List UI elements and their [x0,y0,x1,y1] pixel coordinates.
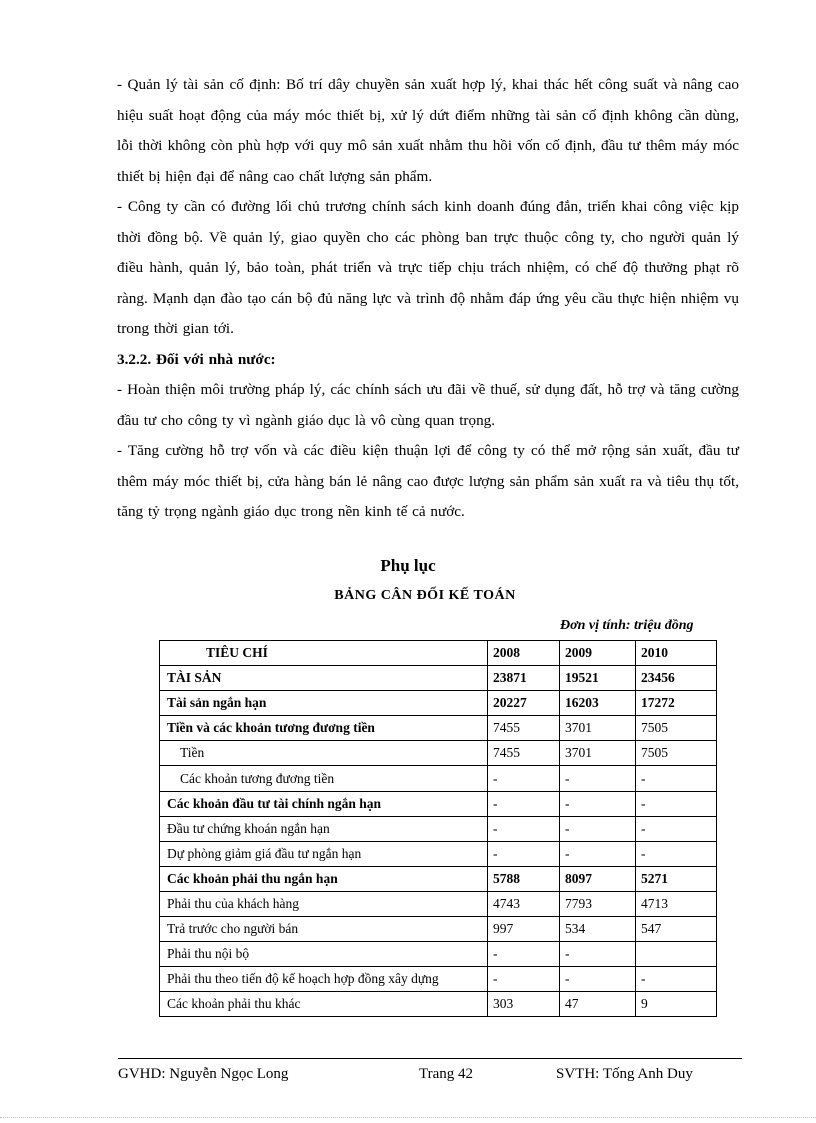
paragraph-company-policy: - Công ty cần có đường lối chủ trương chính sách kinh doanh đúng đắn, triển khai công việc kịp thời đồng bộ. Về quản lý, giao quyền cho các phòng ban trực thuộc công ty, cho người quản lý điều hành, quản lý, bảo toàn, phát triển và trực tiếp chịu trách nhiệm, có chế độ thưởng phạt rõ ràng. Mạnh dạn đào tạo cán bộ đủ năng lực và trình độ nhằm đáp ứng yêu cầu thực hiện nhiệm vụ trong thời gian tới. [117,198,739,337]
header-year-2009: 2009 [560,641,636,666]
table-row [160,841,717,866]
table-header-row [160,641,717,666]
row-label: Tài sản ngắn hạn [160,691,488,716]
table-row [160,766,717,791]
row-label: TÀI SẢN [160,666,488,691]
table-title: BẢNG CÂN ĐỐI KẾ TOÁN [334,588,516,603]
row-value: - [636,841,717,866]
row-value: 303 [488,992,560,1017]
row-value: 5271 [636,866,717,891]
body-text [117,70,739,528]
row-value: 23456 [636,666,717,691]
row-value: - [636,766,717,791]
unit-note: Đơn vị tính: triệu đồng [560,618,694,633]
row-label: Các khoản đầu tư tài chính ngắn hạn [160,791,488,816]
row-value: - [636,967,717,992]
row-value: 17272 [636,691,717,716]
table-row [160,942,717,967]
row-value: 7793 [560,891,636,916]
page-edge [0,1117,816,1118]
table-row [160,716,717,741]
header-year-2008: 2008 [488,641,560,666]
appendix-title: Phụ lục [380,556,436,575]
row-label: Phải thu của khách hàng [160,891,488,916]
row-label: Các khoản tương đương tiền [160,766,488,791]
row-value: 3701 [560,741,636,766]
table-row [160,791,717,816]
row-value: 4743 [488,891,560,916]
table-row [160,666,717,691]
row-label: Phải thu theo tiến độ kế hoạch hợp đồng xây dựng [160,967,488,992]
row-value: - [560,766,636,791]
table-row [160,741,717,766]
row-value: - [488,766,560,791]
row-value: 7455 [488,716,560,741]
row-value: 9 [636,992,717,1017]
table-row [160,816,717,841]
row-value: 7505 [636,741,717,766]
row-label: Tiền [160,741,488,766]
table-row [160,691,717,716]
row-value: 8097 [560,866,636,891]
row-label: Dự phòng giảm giá đầu tư ngắn hạn [160,841,488,866]
row-value: 20227 [488,691,560,716]
row-value: 7505 [636,716,717,741]
row-value: - [560,816,636,841]
balance-sheet-table [159,640,717,1017]
row-value: 3701 [560,716,636,741]
row-value: - [488,791,560,816]
footer-page-number: Trang 42 [419,1066,474,1082]
row-value: - [488,841,560,866]
row-value: 47 [560,992,636,1017]
row-value [636,942,717,967]
row-label: Trả trước cho người bán [160,917,488,942]
row-label: Đầu tư chứng khoán ngắn hạn [160,816,488,841]
row-label: Tiền và các khoản tương đương tiền [160,716,488,741]
row-value: - [488,942,560,967]
row-value: 534 [560,917,636,942]
table-row [160,917,717,942]
row-value: 23871 [488,666,560,691]
row-value: - [488,967,560,992]
table-row [160,866,717,891]
row-value: - [636,816,717,841]
row-value: 5788 [488,866,560,891]
row-value: 19521 [560,666,636,691]
row-value: - [636,791,717,816]
paragraph-fixed-assets: - Quản lý tài sản cố định: Bố trí dây chuyền sản xuất hợp lý, khai thác hết công suất và nâng cao hiệu suất hoạt động của máy móc thiết bị, xử lý dứt điểm những tài sản cố định không cần dùng, lỗi thời không còn phù hợp với quy mô sản xuất nhằm thu hồi vốn cố định, đầu tư thêm máy móc thiết bị hiện đại để nâng cao chất lượng sản phẩm. [117,76,739,185]
footer-divider [118,1058,742,1059]
row-value: - [488,816,560,841]
row-value: - [560,942,636,967]
row-label: Phải thu nội bộ [160,942,488,967]
row-value: 997 [488,917,560,942]
header-year-2010: 2010 [636,641,717,666]
table-row [160,967,717,992]
row-value: - [560,967,636,992]
section-heading-state: 3.2.2. Đối với nhà nước: [117,350,276,368]
row-value: - [560,791,636,816]
header-criteria: TIÊU CHÍ [160,641,488,666]
footer-student: SVTH: Tống Anh Duy [556,1066,693,1082]
table-row [160,992,717,1017]
row-value: 4713 [636,891,717,916]
footer-supervisor: GVHD: Nguyễn Ngọc Long [118,1066,289,1082]
paragraph-legal-environment: - Hoàn thiện môi trường pháp lý, các chính sách ưu đãi về thuế, sử dụng đất, hỗ trợ và tăng cường đầu tư cho công ty vì ngành giáo dục là vô cùng quan trọng. [117,381,739,429]
table-row [160,891,717,916]
row-label: Các khoản phải thu khác [160,992,488,1017]
row-label: Các khoản phải thu ngắn hạn [160,866,488,891]
row-value: - [560,841,636,866]
row-value: 547 [636,917,717,942]
row-value: 7455 [488,741,560,766]
row-value: 16203 [560,691,636,716]
paragraph-capital-support: - Tăng cường hỗ trợ vốn và các điều kiện thuận lợi để công ty có thể mở rộng sản xuất, đầu tư thêm máy móc thiết bị, cửa hàng bán lẻ nâng cao được lượng sản phẩm sản xuất ra và tiêu thụ tốt, tăng tỷ trọng ngành giáo dục trong nền kinh tế cả nước. [117,442,739,520]
